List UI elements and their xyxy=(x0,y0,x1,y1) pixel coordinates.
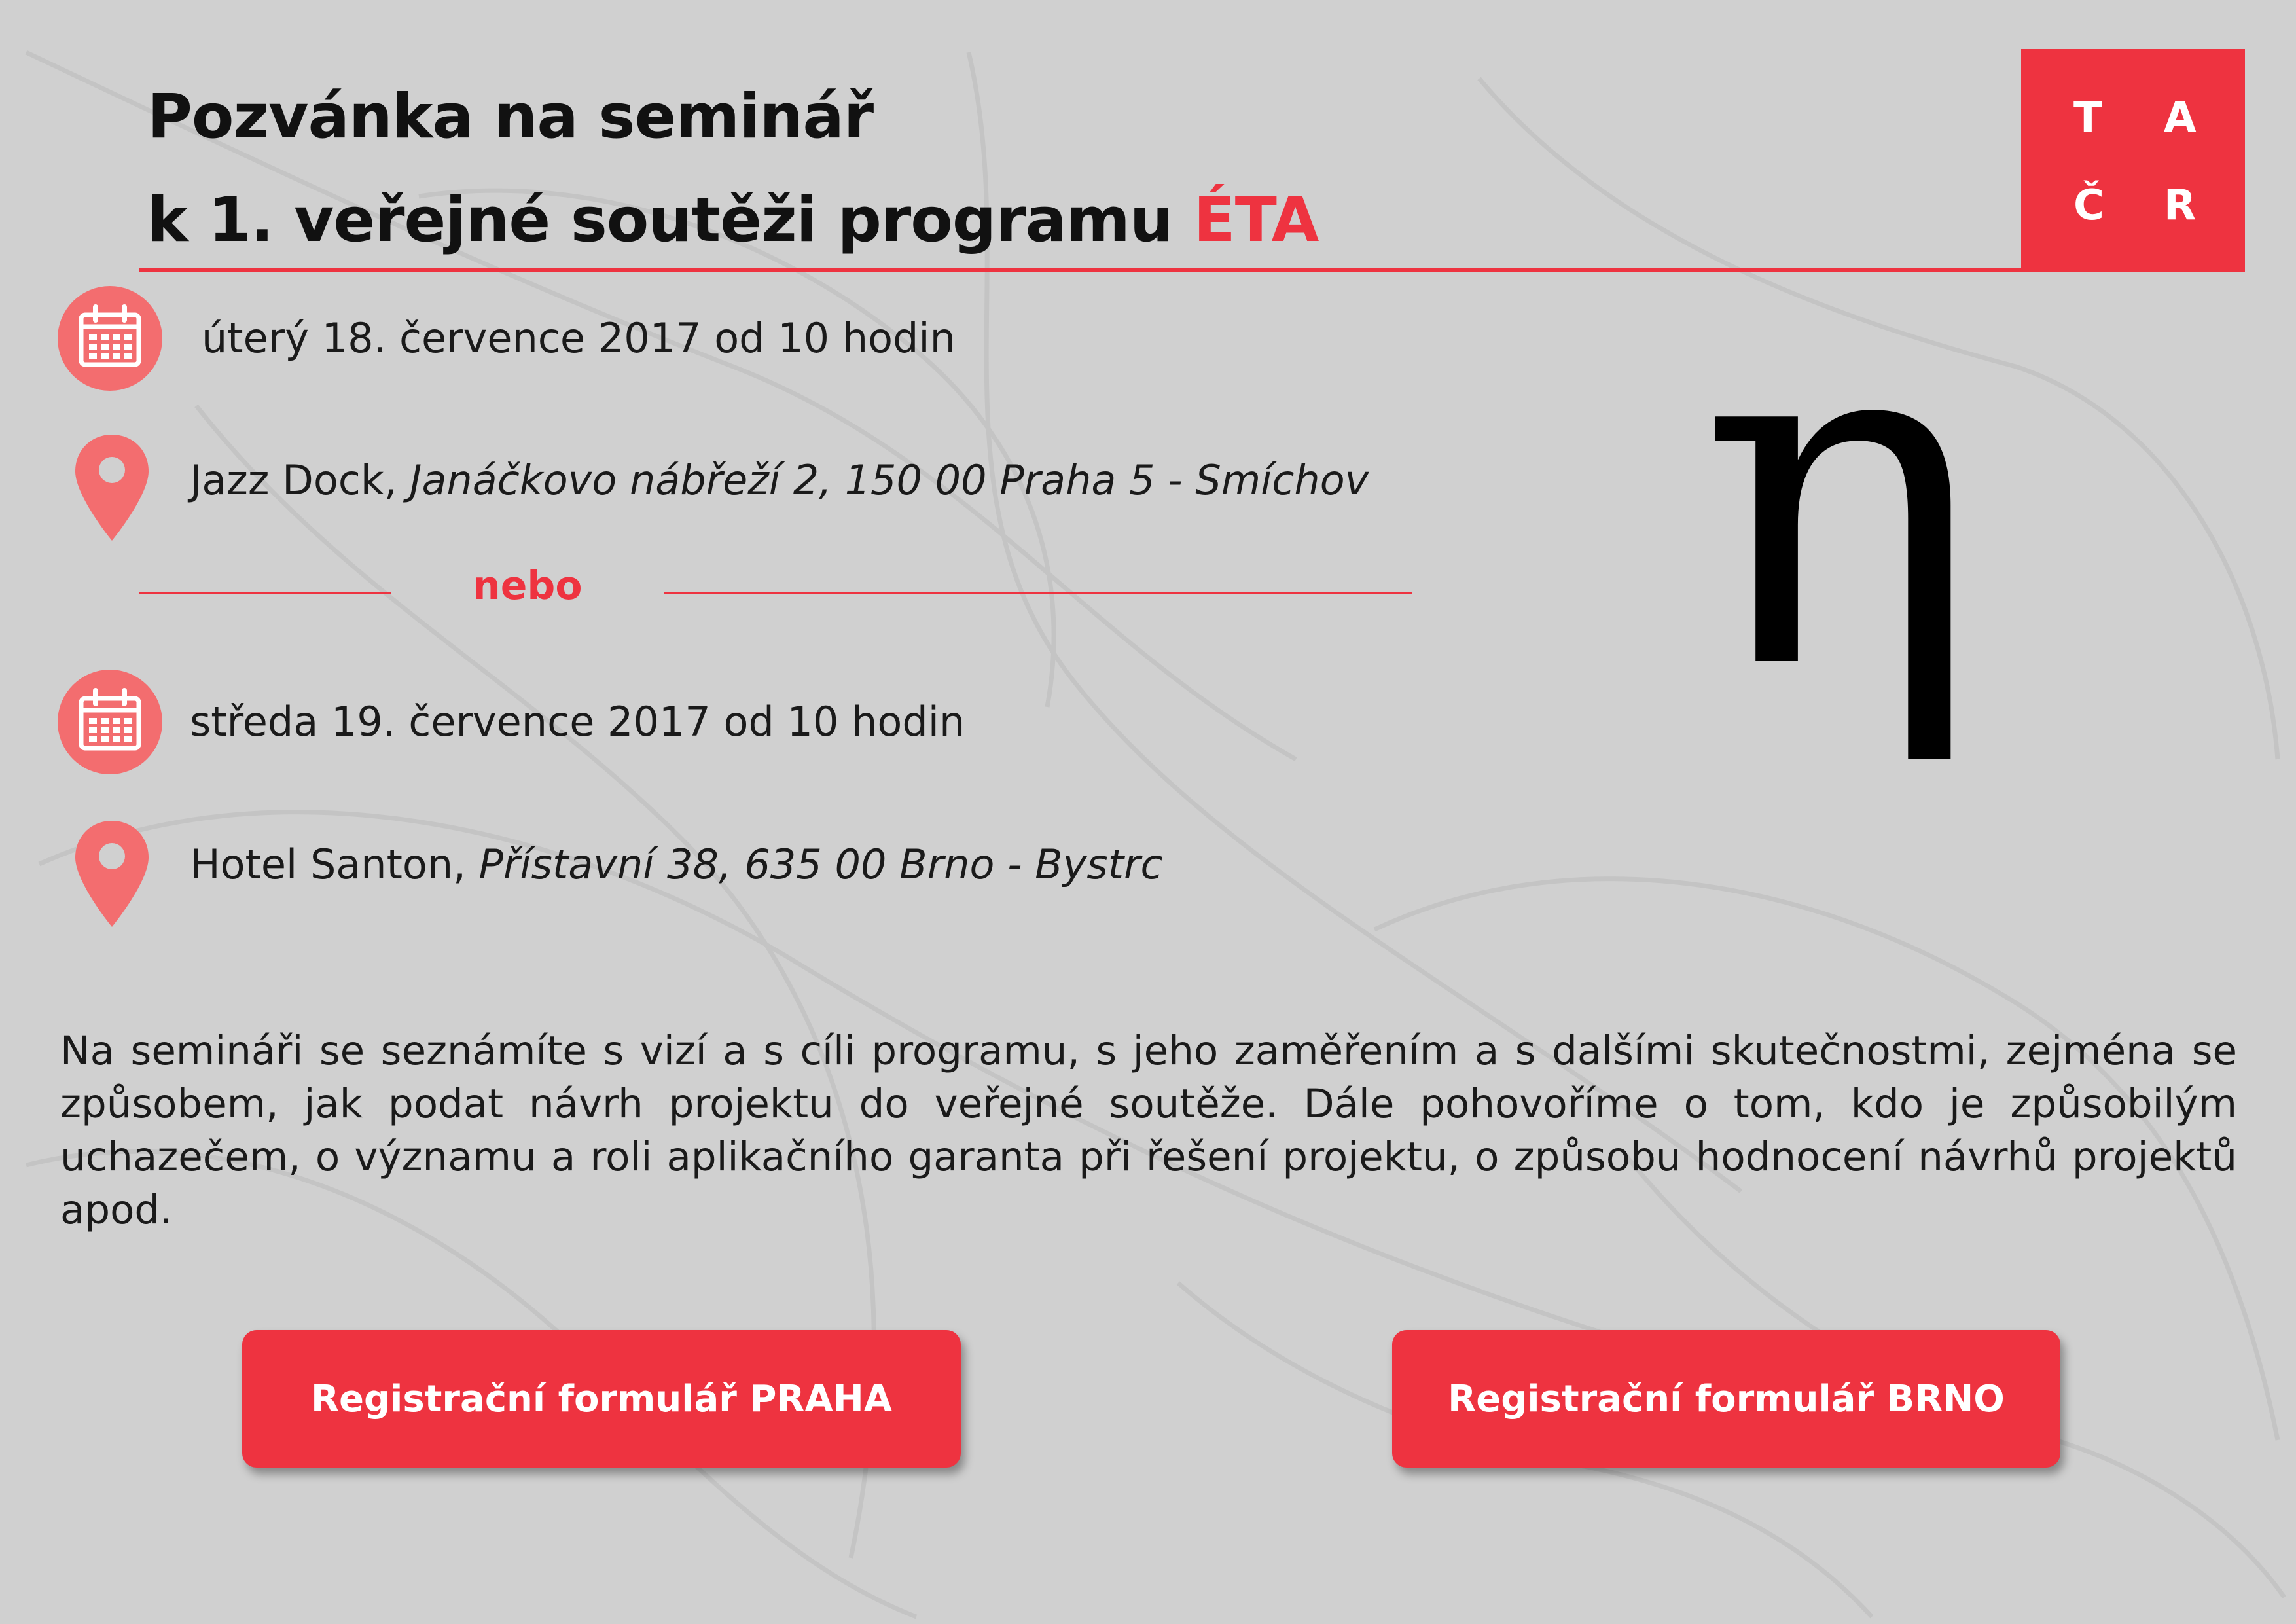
program-name: ÉTA xyxy=(1193,185,1319,256)
seminar-description: Na semináři se seznámíte s vizí a s cíli programu, s jeho zaměřením a s dalšími skutečnostmi, zejména se způsobem, jak podat návrh projektu do veřejné soutěže. Dále pohovoříme o tom, kdo je způsobilým uchazečem, o významu a roli aplikačního garanta při řešení projektu, o způsobu hodnocení návrhů projektů apod. xyxy=(60,1028,2237,1233)
title-prefix: k 1. veřejné soutěži programu xyxy=(147,185,1194,256)
venue-address: Janáčkovo nábřeží 2, 150 00 Praha 5 - Smíchov xyxy=(410,456,1369,504)
event-venue-brno xyxy=(190,840,1163,888)
event-date-brno: středa 19. července 2017 od 10 hodin xyxy=(190,698,965,746)
logo-letter: Č xyxy=(2073,181,2104,230)
page-title-line-2 xyxy=(147,185,1318,256)
location-pin-icon xyxy=(73,432,151,543)
venue-address: Přístavní 38, 635 00 Brno - Bystrc xyxy=(478,840,1163,888)
logo-letter: A xyxy=(2164,94,2197,142)
venue-name: Jazz Dock, xyxy=(190,456,410,504)
eta-symbol xyxy=(1643,373,2036,871)
separator-line-left xyxy=(139,592,391,594)
calendar-icon xyxy=(58,286,162,391)
register-brno-button[interactable]: Registrační formulář BRNO xyxy=(1392,1330,2060,1468)
location-pin-icon xyxy=(73,818,151,929)
logo-letter: T xyxy=(2073,94,2102,142)
eta-glyph: η xyxy=(1698,373,1981,772)
calendar-icon xyxy=(58,670,162,774)
venue-name: Hotel Santon, xyxy=(190,840,479,888)
tacr-logo xyxy=(2021,49,2245,272)
separator-line-right xyxy=(664,592,1412,594)
separator-label: nebo xyxy=(473,563,583,609)
register-praha-button[interactable]: Registrační formulář PRAHA xyxy=(242,1330,961,1468)
page-title-line-1: Pozvánka na seminář xyxy=(147,81,874,153)
event-date-praha: úterý 18. července 2017 od 10 hodin xyxy=(202,314,956,362)
title-underline xyxy=(139,268,2024,272)
logo-letter: R xyxy=(2164,181,2197,230)
event-venue-praha xyxy=(190,456,1369,504)
